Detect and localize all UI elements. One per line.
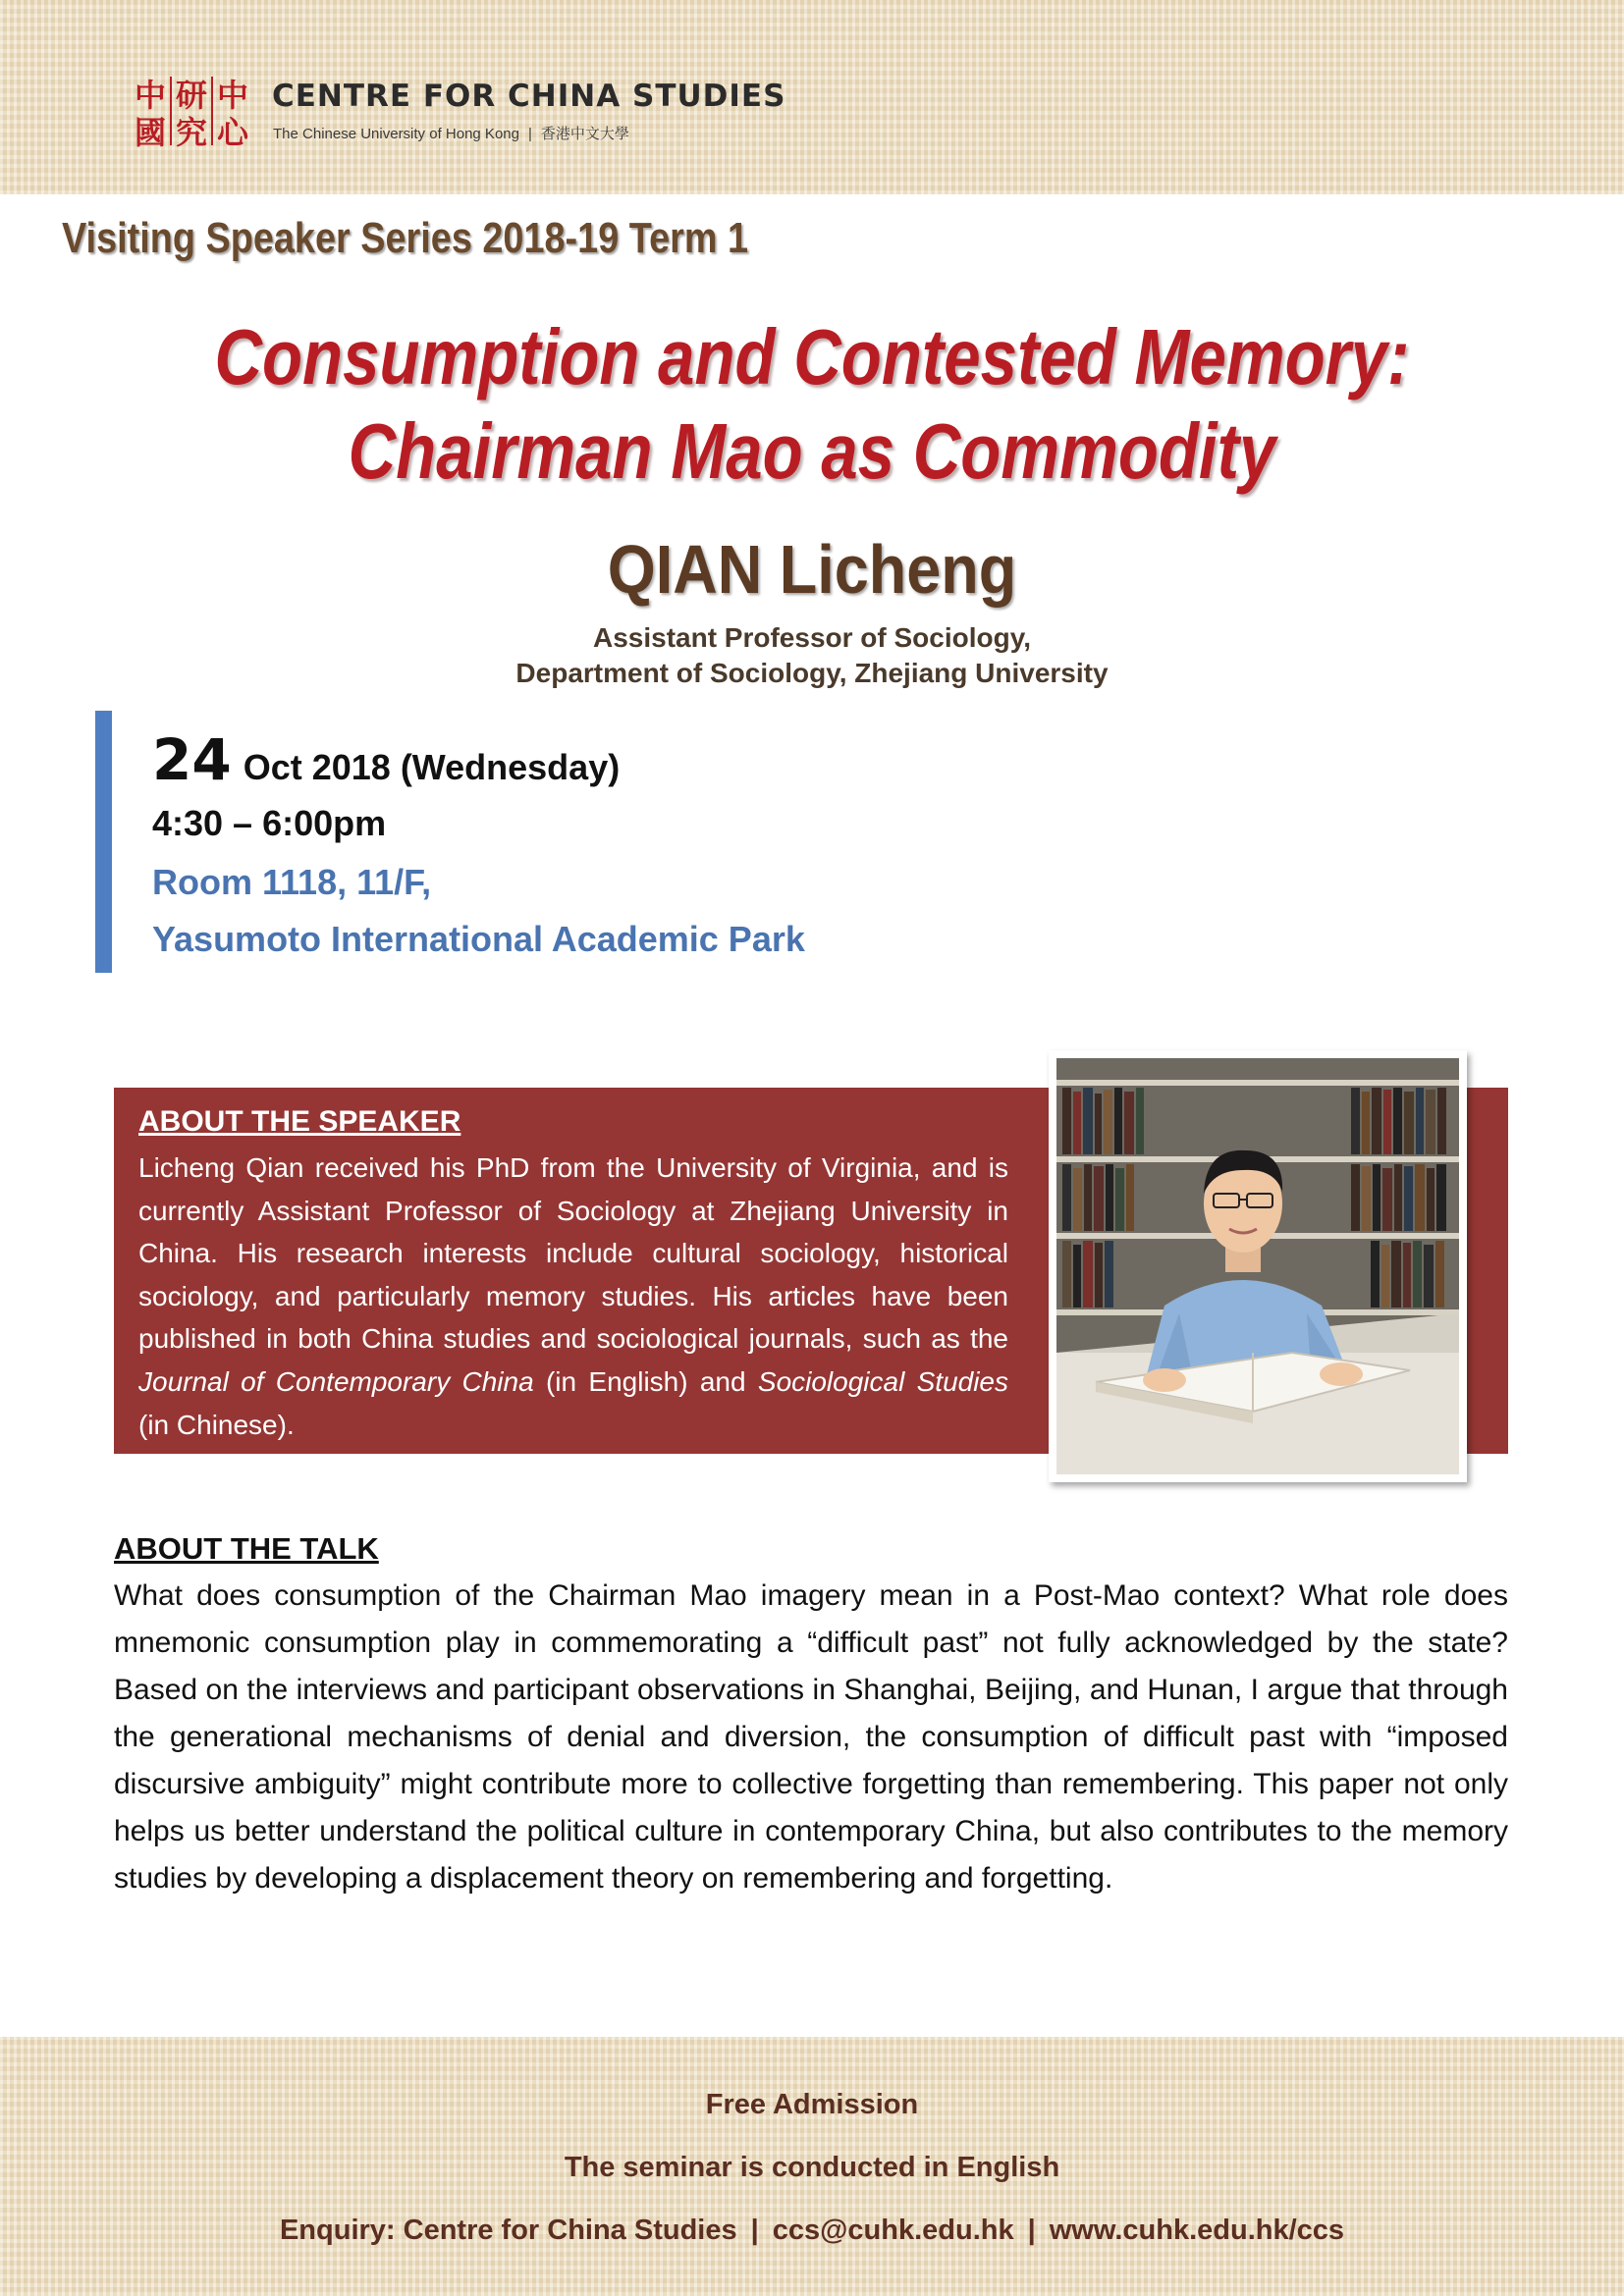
enquiry-line bbox=[0, 2215, 1624, 2247]
speaker-name: QIAN Licheng bbox=[607, 531, 1017, 608]
series-title: Visiting Speaker Series 2018-19 Term 1 bbox=[62, 214, 749, 262]
logo-char-3: 研 bbox=[175, 77, 208, 114]
enquiry-email-link[interactable]: ccs@cuhk.edu.hk bbox=[772, 2215, 1014, 2246]
logo-char-1: 中 bbox=[134, 77, 167, 114]
org-name: CENTRE FOR CHINA STUDIES bbox=[272, 79, 786, 114]
speaker-photo bbox=[1056, 1058, 1459, 1474]
speaker-bio: Licheng Qian received his PhD from the University of Virginia, and is currently Assistant Professor of Sociology at Zhejiang University in China. His research interests include cultural sociology, historical sociology, and particularly memory studies. His articles have been published in both China studies and sociological journals, such as the Journal of Contemporary China (in English) and Sociological Studies (in Chinese). bbox=[138, 1152, 1009, 1440]
footer-separator-1: | bbox=[750, 2215, 759, 2246]
university-en: The Chinese University of Hong Kong bbox=[273, 126, 519, 142]
event-venue-building: Yasumoto International Academic Park bbox=[152, 919, 805, 959]
about-speaker-heading: ABOUT THE SPEAKER bbox=[138, 1105, 461, 1138]
event-date bbox=[152, 726, 620, 793]
logo-char-6: 心 bbox=[216, 114, 249, 147]
logo-char-4: 究 bbox=[175, 114, 208, 147]
org-subtitle bbox=[273, 123, 629, 143]
seminar-language: The seminar is conducted in English bbox=[564, 2152, 1060, 2183]
event-venue-room: Room 1118, 11/F, bbox=[152, 862, 432, 902]
journal-title-1: Journal of Contemporary China bbox=[138, 1365, 534, 1397]
footer-separator-2: | bbox=[1027, 2215, 1036, 2246]
about-talk-heading: ABOUT THE TALK bbox=[114, 1531, 379, 1566]
journal-title-2: Sociological Studies bbox=[757, 1365, 1009, 1397]
event-date-rest: Oct 2018 (Wednesday) bbox=[243, 747, 621, 787]
speaker-department: Department of Sociology, Zhejiang University bbox=[515, 658, 1109, 688]
logo-char-5: 中 bbox=[216, 77, 249, 114]
subtitle-separator: | bbox=[527, 126, 532, 142]
enquiry-label: Enquiry: Centre for China Studies bbox=[279, 2215, 737, 2246]
talk-abstract: What does consumption of the Chairman Mao imagery mean in a Post-Mao context? What role does mnemonic consumption play in commemorating a “difficult past” not fully acknowledged by the state? Based on the interviews and participant observations in Shanghai, Beijing, and Hunan, I argue that through the generational mechanisms of denial and diversion, the consumption of difficult past with “imposed discursive ambiguity” might contribute more to collective forgetting than remembering. This paper not only helps us better understand the political culture in contemporary China, but also contributes to the memory studies by developing a displacement theory on remembering and forgetting. bbox=[114, 1579, 1508, 1895]
talk-title-line-1: Consumption and Contested Memory: bbox=[214, 313, 1410, 400]
event-time: 4:30 – 6:00pm bbox=[152, 803, 387, 843]
centre-logo bbox=[131, 73, 252, 147]
website-link[interactable]: www.cuhk.edu.hk/ccs bbox=[1049, 2215, 1345, 2246]
event-accent-bar bbox=[95, 711, 112, 973]
logo-char-2: 國 bbox=[134, 114, 167, 147]
speaker-photo-frame bbox=[1049, 1050, 1467, 1482]
talk-title-line-2: Chairman Mao as Commodity bbox=[348, 407, 1276, 495]
university-zh: 香港中文大學 bbox=[540, 126, 629, 142]
speaker-position: Assistant Professor of Sociology, bbox=[592, 622, 1032, 653]
event-day: 24 bbox=[152, 726, 232, 793]
free-admission: Free Admission bbox=[705, 2089, 919, 2120]
